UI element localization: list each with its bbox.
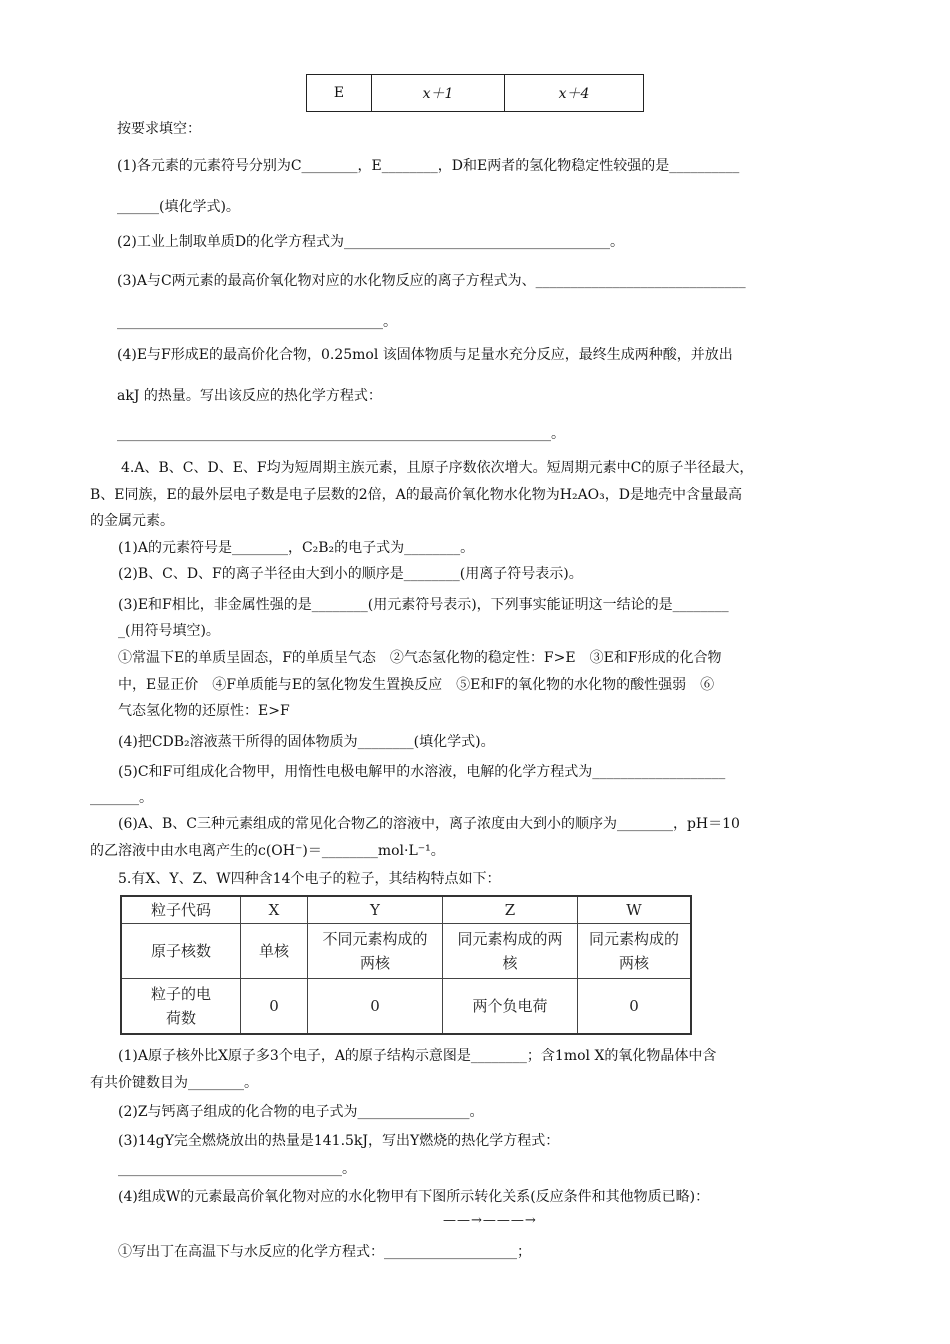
q4-options-line1: ①常温下E的单质呈固态，F的单质呈气态 ②气态氢化物的稳定性：F>E ③E和F形成的化合物 [118,650,722,666]
q3-sub2: (2)工业上制取单质D的化学方程式为______________________________________。 [117,234,625,250]
q4-sub2: (2)B、C、D、F的离子半径由大到小的顺序是________(用离子符号表示)。 [118,566,583,582]
q4-sub5-line2: _______。 [90,790,153,806]
q3-sub4-line2: akJ 的热量。写出该反应的热化学方程式： [117,388,382,404]
q5-sub4: (4)组成W的元素最高价氧化物对应的水化物甲有下图所示转化关系(反应条件和其他物质已略)： [118,1189,710,1205]
table-header-cell: Y [308,896,443,924]
table-header-cell: 粒子代码 [121,896,241,924]
conversion-arrow: ——→———→ [443,1213,537,1228]
q3-sub4-line1: (4)E与F形成E的最高价化合物，0.25mol 该固体物质与足量水充分反应，最终生成两种酸，并放出 [117,347,733,363]
q4-sub1: (1)A的元素符号是________，C₂B₂的电子式为________。 [118,540,475,556]
q5-sub2: (2)Z与钙离子组成的化合物的电子式为________________。 [118,1104,484,1120]
q4-stem-line2: B、E同族，E的最外层电子数是电子层数的2倍，A的最高价氧化物水化物为H₂AO₃，D是地壳中含量最高 [90,487,742,503]
q4-stem-line1: 4.A、B、C、D、E、F均为短周期主族元素，且原子序数依次增大。短周期元素中C的原子半径最大， [121,460,754,476]
q4-sub3-line2: _(用符号填空)。 [118,623,220,639]
table-cell: 粒子的电荷数 [121,979,241,1035]
q4-stem-line3: 的金属元素。 [90,513,174,529]
table-cell: 0 [308,979,443,1035]
table-cell: 同元素构成的两核 [578,924,692,979]
q4-sub5-line1: (5)C和F可组成化合物甲，用惰性电极电解甲的水溶液，电解的化学方程式为___________________ [118,764,726,780]
q5-stem: 5.有X、Y、Z、W四种含14个电子的粒子，其结构特点如下： [118,871,501,887]
instruction: 按要求填空： [117,121,201,137]
q4-options-line2: 中，E显正价 ④F单质能与E的氢化物发生置换反应 ⑤E和F的氧化物的水化物的酸性强弱 ⑥ [118,677,715,693]
table-cell: 同元素构成的两核 [443,924,578,979]
table-cell: 原子核数 [121,924,241,979]
q4-options-line3: 气态氢化物的还原性：E>F [118,703,290,719]
table-row [307,75,644,112]
table-cell: 单核 [241,924,308,979]
table-cell: 0 [578,979,692,1035]
q5-sub1-line1: (1)A原子核外比X原子多3个电子，A的原子结构示意图是________；含1mol X的氧化物晶体中含 [118,1048,717,1064]
q5-sub3-line2: ________________________________。 [118,1161,356,1177]
table-cell: x＋1 [372,75,505,112]
table-cell: 0 [241,979,308,1035]
table-cell: 两个负电荷 [443,979,578,1035]
table-header-cell: W [578,896,692,924]
table-row [121,924,691,979]
q3-sub4-answer-line: ______________________________________________________________。 [117,426,565,442]
q3-sub1-line1: (1)各元素的元素符号分别为C________，E________，D和E两者的氢化物稳定性较强的是__________ [117,158,740,174]
q4-sub3-line1: (3)E和F相比，非金属性强的是________(用元素符号表示)，下列事实能证明这一结论的是________ [118,597,729,613]
q3-sub1-line2: ______(填化学式)。 [117,199,240,215]
table-cell: E [307,75,372,112]
particle-structure-table [120,895,692,1035]
table-header-cell: X [241,896,308,924]
table-header-cell: Z [443,896,578,924]
q5-sub3-line1: (3)14gY完全燃烧放出的热量是141.5kJ，写出Y燃烧的热化学方程式： [118,1133,560,1149]
q4-sub6-line2: 的乙溶液中由水电离产生的c(OH⁻)＝________mol·L⁻¹。 [90,843,445,859]
table-cell: x＋4 [505,75,644,112]
table-cell: 不同元素构成的两核 [308,924,443,979]
q3-sub3-line2: ______________________________________。 [117,314,397,330]
q5-sub1-line2: 有共价键数目为________。 [90,1075,258,1091]
q4-sub6-line1: (6)A、B、C三种元素组成的常见化合物乙的溶液中，离子浓度由大到小的顺序为________，pH＝10 [118,816,740,832]
q5-sub4-item1: ①写出丁在高温下与水反应的化学方程式：___________________； [118,1244,531,1260]
element-table-fragment [306,74,644,112]
table-row [121,979,691,1035]
table-header-row [121,896,691,924]
q4-sub4: (4)把CDB₂溶液蒸干所得的固体物质为________(填化学式)。 [118,734,495,750]
q3-sub3-line1: (3)A与C两元素的最高价氧化物对应的水化物反应的离子方程式为、______________________________ [117,273,746,289]
